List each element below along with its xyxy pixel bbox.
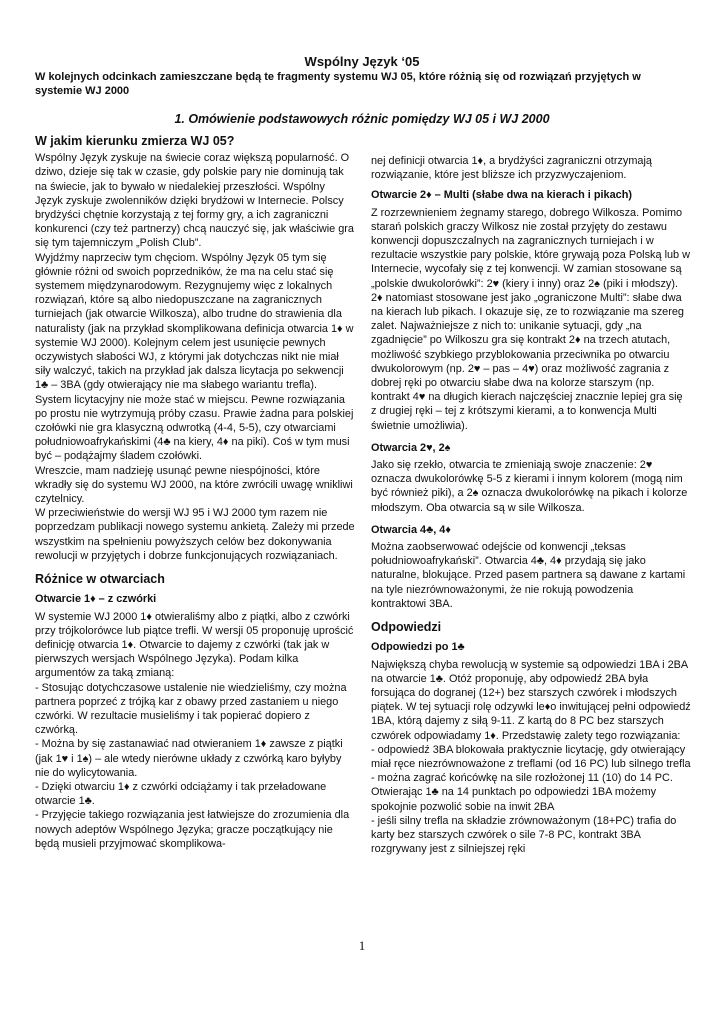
document-title: Wspólny Język ‘05 [304, 54, 420, 69]
heading-responses: Odpowiedzi [371, 620, 442, 635]
list-item: - odpowiedź 3BA blokowała praktycznie licytację, gdy otwierający miał ręce niezrównoważone z treflami (od 16 PC) lub silnego trefla [371, 743, 691, 770]
list-item: - Dzięki otwarciu 1♦ z czwórki odciążamy i tak przeładowane otwarcie 1♣. [35, 780, 327, 808]
paragraph: W przeciwieństwie do wersji WJ 95 i WJ 2000 tym razem nie poprzedzam publikacji nowego systemu ankietą. Zależy mi przede wszystkim na spełnieniu powyższych celów bez dokonywania rewolucji w przyjętych i dobrze funkcjonujących rozwiązaniach. [35, 507, 355, 562]
list-item: - Stosując dotychczasowe ustalenie nie wiedzieliśmy, czy można partnera poprzeć z trójką kar z obawy przed zastaniem u niego czwórki. W rezultacie musieliśmy i tak popierać dopiero z czwórką. [35, 681, 347, 737]
paragraph: W systemie WJ 2000 1♦ otwieraliśmy albo z piątki, albo z czwórki przy trójkolorówce lub piątce trefli. W wersji 05 proponuję uprościć definicję otwarcia 1♦. Otwarcie to dajemy z czwórki (tak jak w pierwszych wersjach Wspólnego Języka). Podam kilka argumentów za taką zmianą: [35, 610, 354, 680]
heading-opening-2h-2s: Otwarcia 2♥, 2♠ [371, 441, 451, 454]
heading-opening-2d: Otwarcie 2♦ – Multi (słabe dwa na kierach i pikach) [371, 189, 632, 202]
paragraph: Wyjdźmy naprzeciw tym chęciom. Wspólny Język 05 tym się głównie różni od swoich poprzedników, że ma na celu stać się systemem międzynarodowym. Rezygnujemy więc z lokalnych rozwiązań, które są albo niedopuszczane na zagranicznych turniejach (jak otwarcie Wilkosza), albo trudne do strawienia dla naturalisty (jak na przykład skomplikowana definicja otwarcia 1♦ w systemie WJ 2000). Kolejnym celem jest usunięcie pewnych oczywistych słabości WJ, z którymi jak dotychczas nikt nie miał siły walczyć, takich na przykład jak dalsza licytacja po sekwencji 1♣ – 3BA (gdy otwierający nie ma słabego wariantu trefla). System licytacyjny nie może stać w miejscu. Pewne rozwiązania po prostu nie wytrzymują próby czasu. Prawie żadna para polskiej czołówki nie gra klasyczną odwrotką (4-4, 5-5), czy otwarciami południowoafrykańskimi (4♣ na kiery, 4♦ na piki). Coś w tym musi być – podążajmy śladem czołówki. [35, 251, 354, 463]
heading-responses-1c: Odpowiedzi po 1♣ [371, 641, 465, 654]
list-item: - Przyjęcie takiego rozwiązania jest łatwiejsze do zrozumienia dla nowych adeptów Wspólnego Języka; gracze początkujący nie będą musieli przyjmować skomplikowa- [35, 809, 350, 850]
section-title: 1. Omówienie podstawowych różnic pomiędzy WJ 05 i WJ 2000 [174, 112, 550, 126]
paragraph: nej definicji otwarcia 1♦, a brydżyści zagraniczni otrzymają rozwiązanie, które jest bliższe ich przyzwyczajeniom. [371, 155, 652, 182]
heading-opening-4c-4d: Otwarcia 4♣, 4♦ [371, 523, 451, 536]
left-column [35, 130, 355, 851]
heading-opening-1d: Otwarcie 1♦ – z czwórki [35, 593, 157, 606]
right-column [371, 154, 691, 856]
page-number: 1 [358, 938, 366, 953]
paragraph: Z rozrzewnieniem żegnamy starego, dobrego Wilkosza. Pomimo starań polskich graczy Wilkosz nie został przyjęty do zestawu konwencji dopuszczalnych na zagranicznych turniejach i w rezultacie wszystkie pary polskie, które grywają poza Polską lub w Internecie, wycofały się z tej konwencji. W zamian stosowane są „polskie dwukolorówki”: 2♥ (kiery i inny) oraz 2♠ (piki i młodszy). 2♦ natomiast stosowane jest jako „ograniczone Multi”: słabe dwa na kierach lub pikach. I okazuje się, ze to rozwiązanie ma szereg zalet. Najważniejsze z nich to: unikanie sytuacji, gdy „na zgadnięcie” po Wilkoszu gra się kontrakt 2♦ na trzech atutach, możliwość szybkiego przyblokowania przeciwnika po otwarciu dwukolorowym (np. 2♥ – pas – 4♥) oraz możliwość zagrania z dobrej ręki po otwarciu słabe dwa na kolorze starszym (np. kontrakt 4♥ na długich kierach najczęściej znacznie lepiej gra się z drugiej ręki – tej z krótszymi kierami, a to konwencja Multi świetnie umożliwia). [371, 206, 690, 432]
list-item: - można zagrać końcówkę na sile rozłożonej 11 (10) do 14 PC. Otwierając 1♣ na 14 punktach po odpowiedzi 1BA możemy spokojnie pozwolić sobie na inwit 2BA [371, 772, 673, 813]
paragraph: Można zaobserwować odejście od konwencji „teksas południowoafrykański”. Otwarcia 4♣, 4♦ przydają się jako naturalne, blokujące. Przed pasem partnera są dawane z kartami na tyle niezrównoważonymi, że nie rokują powodzenia kontraktowi 3BA. [371, 541, 686, 610]
paragraph: Jako się rzekło, otwarcia te zmieniają swoje znaczenie: 2♥ oznacza dwukolorówkę 5-5 z kierami i innym kolorem (mogą nim być również piki), a 2♠ oznacza dwukolorówkę na pikach i kolorze młodszym. Oba otwarcia są w sile Wilkosza. [371, 459, 688, 514]
list-item: - jeśli silny trefla na składzie zrównoważonym (18+PC) trafia do karty bez starszych czwórek o sile 7-8 PC, kontrakt 3BA rozgrywany jest z silniejszej ręki [371, 814, 677, 856]
document-subtitle: W kolejnych odcinkach zamieszczane będą te fragmenty systemu WJ 05, które różnią się od rozwiązań przyjętych w systemie WJ 2000 [35, 71, 641, 97]
paragraph: Wreszcie, mam nadzieję usunąć pewne niespójności, które wkradły się do systemu WJ 2000, na które zwrócili uwagę wnikliwi czytelnicy. [35, 464, 353, 506]
list-item: - Można by się zastanawiać nad otwieraniem 1♦ zawsze z piątki (jak 1♥ i 1♠) – ale wtedy nierówne układy z czwórką karo byłyby nie do wylicytowania. [35, 738, 343, 779]
heading-opening-differences: Różnice w otwarciach [35, 572, 165, 587]
paragraph: Największą chyba rewolucją w systemie są odpowiedzi 1BA i 2BA na otwarcie 1♣. Otóż proponuję, aby odpowiedź 2BA była forsująca do dogranej (12+) bez starszych czwórek i młodszych piątek. W tej sytuacji rolę odzywki le♦o inwitującej pełni odpowiedź 1BA, którą dajemy z siłą 9-11. Z kartą do 8 PC bez starszych czwórek odpowiadamy 1♦. Przedstawię zalety tego rozwiązania: [371, 658, 691, 742]
paragraph: Wspólny Język zyskuje na świecie coraz większą popularność. O dziwo, dzieje się tak w czasie, gdy polskie pary nie dominują tak na świecie, jak to bywało w niedalekiej przeszłości. Wspólny Język zyskuje zwolenników dzięki brydżowi w Internecie. Polscy brydżyści chętnie korzystają z tej formy gry, a ich zagraniczni konkurenci (czy też partnerzy) chcą nauczyć się, jak właściwie gra się tym tajemniczym „Polish Club”. [35, 152, 354, 250]
heading-direction: W jakim kierunku zmierza WJ 05? [35, 134, 235, 148]
